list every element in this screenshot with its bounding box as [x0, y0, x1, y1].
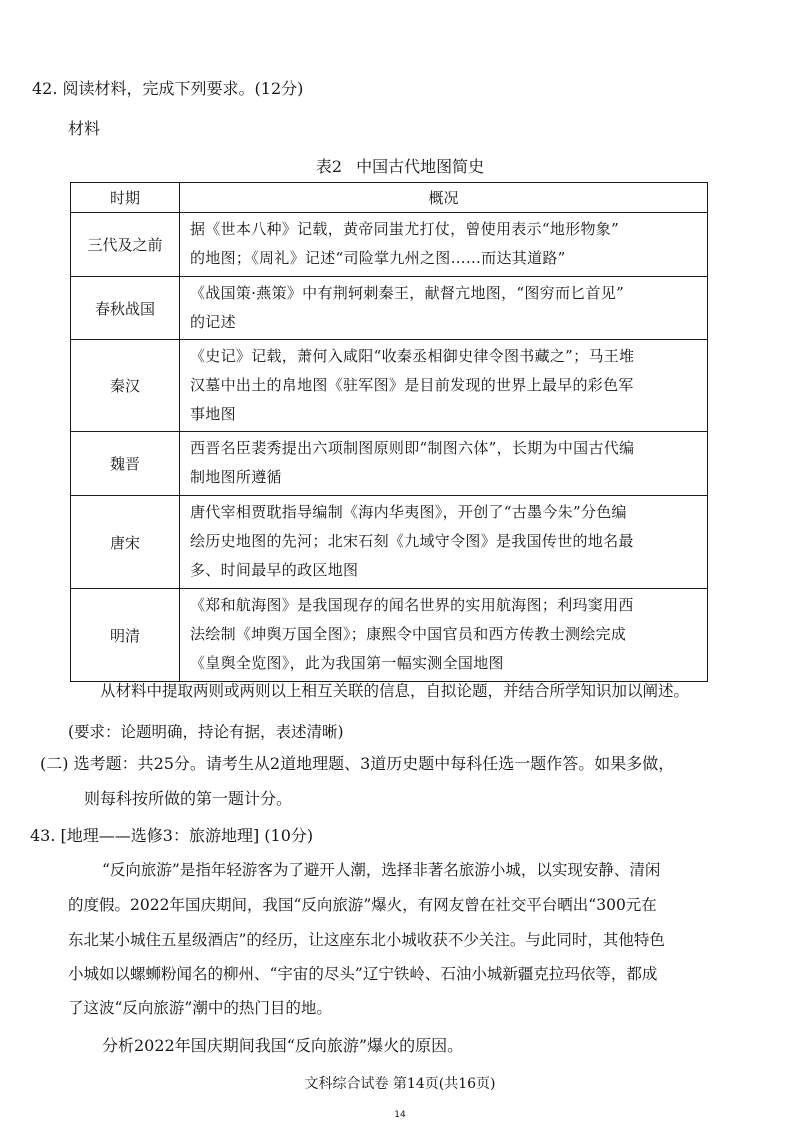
overview-line: 绘历史地图的先河；北宋石刻《九域守令图》是我国传世的地名最: [190, 532, 634, 550]
question-42-instruction: 从材料中提取两则或两则以上相互关联的信息，自拟论题，并结合所学知识加以阐述。: [100, 682, 690, 700]
overview-line: 法绘制《坤舆万国全图》；康熙令中国官员和西方传教士测绘完成: [190, 625, 627, 643]
table-row: [71, 277, 708, 340]
overview-line: 《史记》记载，萧何入咸阳“收秦丞相御史律令图书藏之”；马王堆: [190, 347, 635, 365]
page-footer: 文科综合试卷 第14页(共16页): [304, 1076, 496, 1092]
period-cell: 魏晋: [71, 432, 180, 496]
overview-line: 事地图: [190, 405, 236, 423]
overview-line: 据《世本八种》记载，黄帝同蚩尤打仗，曾使用表示“地形物象”: [190, 220, 620, 238]
table-row: [71, 589, 708, 682]
question-43-paragraph-line: 的度假。2022年国庆期间，我国“反向旅游”爆火，有网友曾在社交平台晒出“300元在: [68, 896, 657, 914]
question-43-paragraph-line: 了这波“反向旅游”潮中的热门目的地。: [68, 999, 332, 1017]
map-history-table: [70, 182, 708, 682]
column-header-overview: 概况: [180, 183, 708, 213]
table-title: [0, 154, 800, 177]
table-title-text: 中国古代地图简史: [356, 157, 485, 176]
table-row: [71, 432, 708, 496]
question-43-prompt: 分析2022年国庆期间我国“反向旅游”爆火的原因。: [102, 1036, 464, 1055]
overview-cell: [180, 589, 708, 682]
overview-line: 制地图所遵循: [190, 468, 282, 486]
period-cell: 明清: [71, 589, 180, 682]
question-43-paragraph-line: “反向旅游”是指年轻游客为了避开人潮，选择非著名旅游小城，以实现安静、清闲: [102, 861, 661, 879]
period-cell: 秦汉: [71, 340, 180, 432]
period-cell: 三代及之前: [71, 213, 180, 277]
question-43-paragraph-line: 小城如以螺蛳粉闻名的柳州、“宇宙的尽头”辽宁铁岭、石油小城新疆克拉玛依等，都成: [68, 965, 658, 983]
question-43-paragraph-line: 东北某小城住五星级酒店”的经历，让这座东北小城收获不少关注。与此同时，其他特色: [68, 931, 665, 949]
table-row: [71, 496, 708, 589]
period-cell: 春秋战国: [71, 277, 180, 340]
overview-line: 《皇舆全览图》，此为我国第一幅实测全国地图: [190, 654, 504, 672]
overview-line: 的地图；《周礼》记述“司险掌九州之图……而达其道路”: [190, 249, 566, 267]
overview-line: 汉墓中出土的帛地图《驻军图》是目前发现的世界上最早的彩色军: [190, 376, 634, 394]
period-cell: 唐宋: [71, 496, 180, 589]
overview-line: 唐代宰相贾耽指导编制《海内华夷图》，开创了“古墨今朱”分色编: [190, 503, 627, 521]
overview-line: 西晋名臣裴秀提出六项制图原则即“制图六体”，长期为中国古代编: [190, 439, 635, 457]
table-row: [71, 340, 708, 432]
question-43-heading: 43. [地理——选修3：旅游地理] (10分): [30, 826, 314, 845]
overview-line: 的记述: [190, 313, 236, 331]
overview-cell: [180, 496, 708, 589]
overview-cell: [180, 277, 708, 340]
column-header-period: 时期: [71, 183, 180, 213]
question-42-heading: 42. 阅读材料，完成下列要求。(12分): [32, 79, 304, 98]
overview-cell: [180, 340, 708, 432]
section-2-instruction-line-2: 则每科按所做的第一题计分。: [84, 789, 293, 808]
table-header-row: [71, 183, 708, 213]
table-row: [71, 213, 708, 277]
section-2-instruction-line-1: (二) 选考题：共25分。请考生从2道地理题、3道历史题中每科任选一题作答。如果多做，: [40, 754, 675, 773]
overview-line: 《郑和航海图》是我国现存的闻名世界的实用航海图；利玛窦用西: [190, 596, 634, 614]
overview-cell: [180, 213, 708, 277]
overview-line: 《战国策·燕策》中有荆轲刺秦王，献督亢地图，“图穷而匕首见”: [190, 284, 625, 302]
material-label: 材料: [68, 119, 101, 138]
table-title-number: 表2: [315, 157, 343, 176]
overview-cell: [180, 432, 708, 496]
overview-line: 多、时间最早的政区地图: [190, 561, 359, 579]
question-42-requirement: (要求：论题明确，持论有据，表述清晰): [68, 723, 344, 741]
page-number: 14: [394, 1110, 406, 1120]
